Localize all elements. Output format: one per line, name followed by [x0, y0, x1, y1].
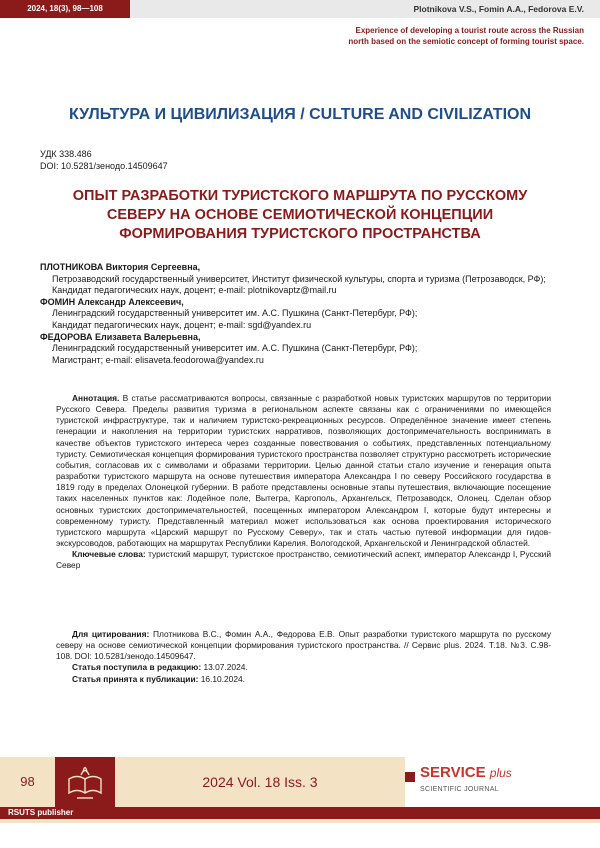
title-line-3: ФОРМИРОВАНИЯ ТУРИСТСКОГО ПРОСТРАНСТВА	[119, 226, 481, 242]
received-date: 13.07.2024.	[203, 662, 248, 673]
citation-paragraph	[56, 629, 551, 662]
accepted-line	[56, 674, 551, 685]
journal-plus: plus	[489, 766, 512, 780]
header-bar	[0, 0, 600, 18]
author-name: ПЛОТНИКОВА Виктория Сергеевна,	[40, 262, 201, 272]
author-block	[40, 332, 580, 367]
running-authors: Plotnikova V.S., Fomin A.A., Fedorova E.V.	[130, 0, 600, 18]
author-degree-email: Кандидат педагогических наук, доцент; e-mail: sgd@yandex.ru	[52, 319, 312, 330]
author-affiliation: Ленинградский государственный университет им. А.С. Пушкина (Санкт-Петербург, РФ);	[52, 343, 418, 354]
author-name: ФЕДОРОВА Елизавета Валерьевна,	[40, 331, 201, 342]
volume-issue: 2024 Vol. 18 Iss. 3	[115, 757, 405, 807]
author-affiliation: Петрозаводский государственный университет, Институт физической культуры, спорта и туризма (Петрозаводск, РФ);	[52, 273, 546, 284]
running-title	[284, 25, 584, 47]
title-line-1: ОПЫТ РАЗРАБОТКИ ТУРИСТСКОГО МАРШРУТА ПО РУССКОМУ	[72, 188, 528, 204]
article-title	[40, 187, 560, 244]
abstract-text: В статье рассматриваются вопросы, связанные с разработкой новых туристских маршрутов по территории Русского Севера. Пределы развития туризма в региональном аспекте связаны как с ограничениями по имеющейся туристской инфраструктуре, так и наличием туристско-рекреационных ресурсов. Определённое значение имеет степень генерации и накопления на территории туристских нарративов, позволяющих достопримечательность воспринимать в качестве объектов туристского интереса через созданные повествования о событиях, представленных потенциальному туристу. Семиотическая концепция формирования туристского пространства позволяет структурно рассмотреть исторические события, согласовав их с символами и образами территории. Целью данной статьи стало изучение и генерация опыта разработки туристского маршрута на основе путешествия императора Александра I по северу Российского государства в 1819 году в пределах Олонецкой губернии. В работе представлены основные этапы путешествия, включающие посещение таких населенных пунктов как: Лодейное поле, Вытегра, Каргополь, Архангельск, Петрозаводск, Олонец. Сделан обзор основных туристских достопримечательностей, посещенных императором Александром I, которые будут интересны и современному туристу. Представленный материал может использоваться как основа проектирования исторического туристского маршрута «Царский маршрут по Русскому Северу», так и стать частью путевой информации для гидов-экскурсоводов, работающих на маршрутах Республики Карелия. Вологодской, Архангельской и Ленинградской областей.	[56, 393, 552, 549]
journal-subtitle: SCIENTIFIC JOURNAL	[420, 786, 499, 793]
publisher-name: RSUTS publisher	[8, 808, 74, 817]
title-line-2: СЕВЕРУ НА ОСНОВЕ СЕМИОТИЧЕСКОЙ КОНЦЕПЦИИ	[106, 207, 494, 223]
author-block	[40, 262, 580, 297]
keywords-text: туристский маршрут, туристское пространство, семиотический аспект, император Александр I, Русский Север	[56, 549, 551, 571]
abstract-label: Аннотация.	[72, 393, 120, 403]
journal-name: SERVICE	[420, 764, 486, 781]
issue-info: 2024, 18(3), 98—108	[0, 0, 130, 18]
udk-code: УДК 338.486	[40, 149, 92, 159]
received-line	[56, 662, 551, 673]
author-block	[40, 297, 580, 332]
publisher-bar	[0, 807, 600, 819]
book-logo-icon	[55, 757, 115, 807]
author-affiliation: Ленинградский государственный университет им. А.С. Пушкина (Санкт-Петербург, РФ);	[52, 308, 418, 319]
author-name: ФОМИН Александр Алексеевич,	[40, 296, 184, 307]
accepted-date: 16.10.2024.	[200, 673, 245, 684]
doi[interactable]: DOI: 10.5281/зенодо.14509647	[40, 161, 168, 171]
received-label: Статья поступила в редакцию:	[72, 662, 202, 673]
citation-text: Плотникова В.С., Фомин А.А., Федорова Е.В. Опыт разработки туристского маршрута по русскому северу на основе семиотической концепции формирования туристского пространства. // Сервис plus. 2024. Т.18. №3. С.98-108. DOI: 10.5281/зенодо.14509647.	[56, 629, 552, 662]
abstract-paragraph	[56, 393, 551, 549]
article-identifiers	[40, 148, 168, 172]
citation-section	[56, 629, 551, 685]
accepted-label: Статья принята к публикации:	[72, 673, 199, 684]
author-list	[40, 262, 580, 366]
keywords-paragraph	[56, 549, 551, 571]
author-degree-email: Магистрант; e-mail: elisaveta.feodorowa@yandex.ru	[52, 354, 264, 365]
citation-label: Для цитирования:	[72, 629, 150, 639]
journal-logo	[420, 764, 512, 781]
author-degree-email: Кандидат педагогических наук, доцент; e-mail: plotnikovaptz@mail.ru	[52, 285, 337, 296]
running-title-line-2: north based on the semiotic concept of forming tourist space.	[348, 37, 584, 46]
page-number: 98	[0, 757, 55, 807]
keywords-label: Ключевые слова:	[72, 549, 146, 560]
running-title-line-1: Experience of developing a tourist route across the Russian	[355, 26, 584, 35]
section-heading: КУЛЬТУРА И ЦИВИЛИЗАЦИЯ / CULTURE AND CIVILIZATION	[68, 106, 532, 123]
abstract-section	[56, 393, 551, 572]
decorative-square	[405, 772, 415, 782]
bottom-stripe	[0, 819, 600, 823]
